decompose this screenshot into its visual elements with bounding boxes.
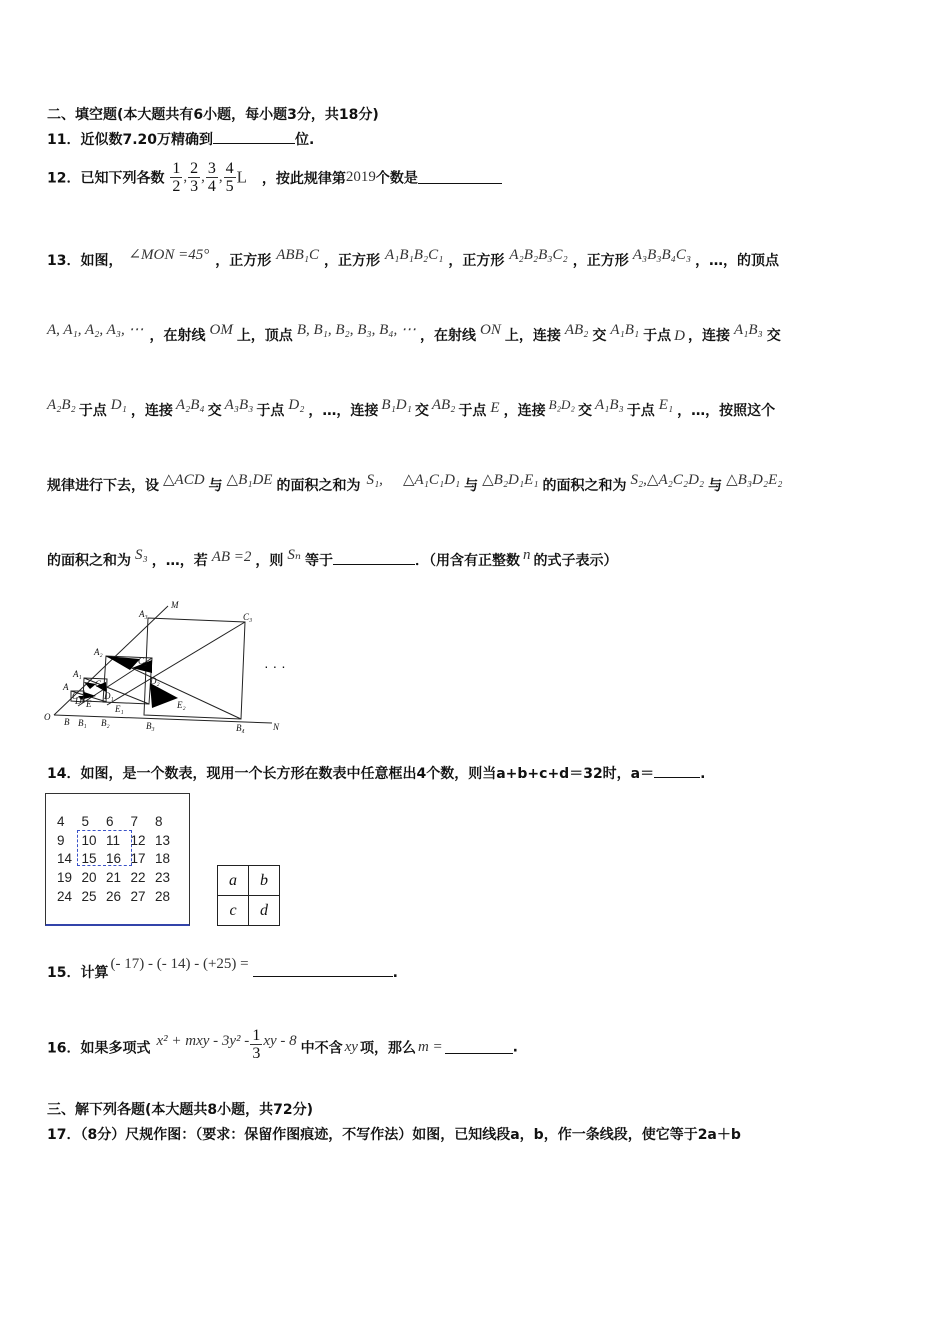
q12-frac-4: $\frac{4}{5}$ xyxy=(225,160,234,195)
q11-blank xyxy=(213,131,295,144)
q13-text: 于点 xyxy=(256,403,285,419)
q13-square-1: ABB₁C xyxy=(276,247,319,263)
q15-blank xyxy=(253,964,393,977)
q13-points-b: B, B₁, B₂, B₃, B₄, ⋯ xyxy=(296,322,416,338)
q13-text: 与 xyxy=(208,478,223,494)
q16-xy: xy xyxy=(344,1039,358,1055)
q13-text: ，正方形 xyxy=(448,253,505,269)
q13-points-a: A, A₁, A₂, A₃, ⋯ xyxy=(47,322,144,338)
q14-blank xyxy=(654,765,700,778)
q12-ellipsis: L xyxy=(236,167,247,187)
q16-blank xyxy=(445,1041,513,1054)
table-row: 19 20 21 22 23 xyxy=(57,870,171,885)
question-15 xyxy=(47,956,398,982)
question-16 xyxy=(47,1027,518,1065)
q13-text: ，连接 xyxy=(503,403,546,419)
q13-point: D₁ xyxy=(110,397,127,413)
figure-continuation-dots: · · · xyxy=(264,658,286,674)
q13-text: 交 xyxy=(207,403,222,419)
q13-point: E xyxy=(490,400,500,416)
table-row: 14 15 16 17 18 xyxy=(57,851,171,866)
question-11 xyxy=(47,129,314,149)
q13-ab-value: AB =2 xyxy=(211,549,252,565)
q13-text: ，正方形 xyxy=(323,253,380,269)
q13-text: ，连接 xyxy=(688,328,730,344)
q13-square-3: A₂B₂B₃C₂ xyxy=(509,247,568,263)
q13-text: 于点 xyxy=(78,403,107,419)
q15-text-b: . xyxy=(392,965,398,981)
label-d1: D₁ xyxy=(104,691,114,701)
label-c: C xyxy=(72,691,79,701)
q13-n: n xyxy=(523,547,531,563)
label-c3: C₃ xyxy=(243,612,253,622)
cell-a: a xyxy=(218,866,249,896)
q12-frac-2: $\frac{2}{3}$ xyxy=(190,160,199,195)
question-13-line3 xyxy=(47,397,776,420)
q13-text: 的面积之和为 xyxy=(542,478,627,494)
q13-figure xyxy=(40,598,300,738)
cell-c: c xyxy=(218,896,249,926)
q17-text: （8分）尺规作图：（要求：保留作图痕迹，不写作法）如图，已知线段a，b，作一条线段，使它等于2a＋b xyxy=(80,1127,741,1143)
q13-ray-om: OM xyxy=(209,322,233,338)
q13-text: ，…，按照这个 xyxy=(677,403,776,419)
q12-text-c: 个数是 xyxy=(375,170,418,187)
q13-square-2: A₁B₁B₂C₁ xyxy=(384,247,444,263)
q13-seg: A₁B₁ xyxy=(610,322,640,338)
q13-text: ．（用含有正整数 xyxy=(415,553,521,569)
q13-triangle: △B₃D₂E₂ xyxy=(726,472,783,488)
q14-text-b: . xyxy=(700,766,706,782)
q13-text: 规律进行下去，设 xyxy=(47,478,159,494)
q13-square-4: A₃B₃B₄C₃ xyxy=(632,247,692,263)
cell-b: b xyxy=(249,866,280,896)
section2-header: 二、填空题(本大题共有6小题，每小题3分，共18分) xyxy=(47,107,379,123)
question-13-line5 xyxy=(47,547,618,570)
question-13-line2 xyxy=(47,322,781,345)
q15-expression: (- 17) - (- 14) - (+25) = xyxy=(110,956,249,972)
number-table xyxy=(45,793,190,926)
label-c1: C₁ xyxy=(95,679,105,689)
label-b4: B₄ xyxy=(236,723,245,733)
q16-m: m = xyxy=(417,1039,443,1055)
q13-point: E₁ xyxy=(658,397,674,413)
q13-text: ，正方形 xyxy=(572,253,629,269)
q13-s2: S₂,△A₂C₂D₂ xyxy=(630,472,705,488)
label-e: E xyxy=(86,699,92,709)
seg-a1b3 xyxy=(84,678,149,704)
table-row: 4 5 6 7 8 xyxy=(57,814,163,829)
label-e1: E₁ xyxy=(115,704,124,714)
label-n: N xyxy=(273,722,280,732)
abcd-box xyxy=(217,865,280,926)
cell-d: d xyxy=(249,896,280,926)
q17-num: 17． xyxy=(47,1127,81,1143)
q13-num: 13． xyxy=(47,253,81,269)
q13-text: 于点 xyxy=(626,403,655,419)
q13-text: 等于 xyxy=(305,553,334,569)
label-o: O xyxy=(44,712,51,722)
q13-text: 的面积之和为 xyxy=(276,478,361,494)
q16-text-a: 如果多项式 xyxy=(80,1040,151,1057)
q13-seg: A₃B₃ xyxy=(224,397,254,413)
q13-text: 于点 xyxy=(643,328,672,344)
shaded-triangle xyxy=(150,683,178,708)
q15-num: 15． xyxy=(47,965,81,981)
q13-text: 的式子表示） xyxy=(533,553,618,569)
q13-text: ，在射线 xyxy=(420,328,476,344)
q13-text: 交 xyxy=(766,328,781,344)
q13-text: 上，顶点 xyxy=(236,328,293,344)
q14-num: 14． xyxy=(47,766,81,782)
q15-text-a: 计算 xyxy=(80,965,109,981)
label-d2: D₂ xyxy=(150,676,160,686)
label-a3: A₃ xyxy=(139,609,148,619)
q13-blank xyxy=(333,552,415,565)
q13-ray-on: ON xyxy=(480,322,501,338)
question-17 xyxy=(47,1124,741,1144)
q13-seg: A₁B₃ xyxy=(734,322,763,338)
q16-expression-b: xy - 8 xyxy=(263,1033,297,1049)
section3-header: 三、解下列各题(本大题共8小题，共72分) xyxy=(47,1102,314,1118)
label-a1: A₁ xyxy=(73,669,82,679)
label-e2: E₂ xyxy=(177,700,186,710)
q13-text: ，连接 xyxy=(130,403,173,419)
q13-text: ，在射线 xyxy=(149,328,206,344)
q13-seg: A₂B₂ xyxy=(47,397,76,413)
q13-text: ，…，的顶点 xyxy=(695,253,780,269)
q13-text: 如图， xyxy=(80,253,123,269)
label-b: B xyxy=(64,717,70,727)
q13-seg: A₁B₃ xyxy=(594,397,624,413)
q11-num: 11． xyxy=(47,132,81,148)
q13-text: 上，连接 xyxy=(504,328,561,344)
q12-text-a: 已知下列各数 xyxy=(80,170,165,187)
q13-text: 于点 xyxy=(458,403,487,419)
label-a: A xyxy=(63,682,69,692)
question-14 xyxy=(47,763,705,783)
q13-triangle: △A₁C₁D₁ xyxy=(402,472,461,488)
q12-frac-3: $\frac{3}{4}$ xyxy=(207,160,216,195)
q13-seg: B₁D₁ xyxy=(381,397,412,413)
q13-text: ，…，连接 xyxy=(308,403,379,419)
q11-text-b: 位. xyxy=(295,132,315,148)
q12-n: 2019 xyxy=(345,169,376,185)
label-b2: B₂ xyxy=(101,718,110,728)
q13-triangle: △B₁DE xyxy=(226,472,273,488)
label-m: M xyxy=(171,600,179,610)
q12-text-b: ，按此规律第 xyxy=(261,170,346,187)
q13-seg: B₂D₂ xyxy=(548,397,575,412)
q13-angle: ∠MON =45° xyxy=(128,247,210,263)
q11-text-a: 近似数7.20万精确到 xyxy=(80,132,214,148)
label-a2: A₂ xyxy=(94,647,103,657)
q13-text: ，…，若 xyxy=(151,553,208,569)
q16-text-c: 项，那么 xyxy=(359,1040,416,1057)
q13-sn: Sₙ xyxy=(287,547,302,563)
q14-text-a: 如图，是一个数表，现用一个长方形在数表中任意框出4个数，则当a+b+c+d＝32时，a＝ xyxy=(80,766,655,782)
label-b3: B₃ xyxy=(146,721,155,731)
label-b1: B₁ xyxy=(78,718,87,728)
label-d: D xyxy=(75,696,82,706)
q13-text: 交 xyxy=(577,403,592,419)
label-c2: C₂ xyxy=(138,656,148,666)
q12-blank xyxy=(418,171,502,184)
q13-s3: S₃ xyxy=(135,547,148,563)
q13-text: 与 xyxy=(464,478,479,494)
q13-point: D₂ xyxy=(288,397,305,413)
q13-text: 交 xyxy=(414,403,429,419)
q13-point: D xyxy=(674,328,685,344)
question-13-line1 xyxy=(47,247,780,270)
q16-fraction: $\frac{1}{3}$ xyxy=(252,1027,261,1062)
q13-seg: AB₂ xyxy=(431,397,456,413)
q16-num: 16． xyxy=(47,1040,81,1057)
q16-text-d: . xyxy=(512,1039,518,1056)
q13-seg: A₂B₄ xyxy=(175,397,205,413)
q16-text-b: 中不含 xyxy=(300,1040,343,1057)
q13-text: 的面积之和为 xyxy=(47,553,131,569)
q13-s1: S₁, xyxy=(366,472,383,488)
q13-text: ，正方形 xyxy=(215,253,272,269)
question-12: 12．已知下列各数 $\frac{1}{2}$ , $\frac{2}{3}$ , $\frac{3}{4}$ , $\frac{4}{5}$ L ，按此规律第2019个数是 xyxy=(47,160,502,195)
q13-text: 交 xyxy=(592,328,607,344)
question-13-line4 xyxy=(47,472,783,495)
q13-text: 与 xyxy=(708,478,723,494)
q12-num: 12． xyxy=(47,170,81,187)
q12-frac-1: $\frac{1}{2}$ xyxy=(172,160,181,195)
q13-triangle: △ACD xyxy=(163,472,205,488)
q13-text: ，则 xyxy=(255,553,284,569)
q16-expression-a: x² + mxy - 3y² - xyxy=(156,1033,250,1049)
table-row: 24 25 26 27 28 xyxy=(57,889,171,904)
table-row: 9 10 11 12 13 xyxy=(57,833,171,848)
q13-triangle: △B₂D₁E₁ xyxy=(482,472,539,488)
q13-seg: AB₂ xyxy=(564,322,589,338)
